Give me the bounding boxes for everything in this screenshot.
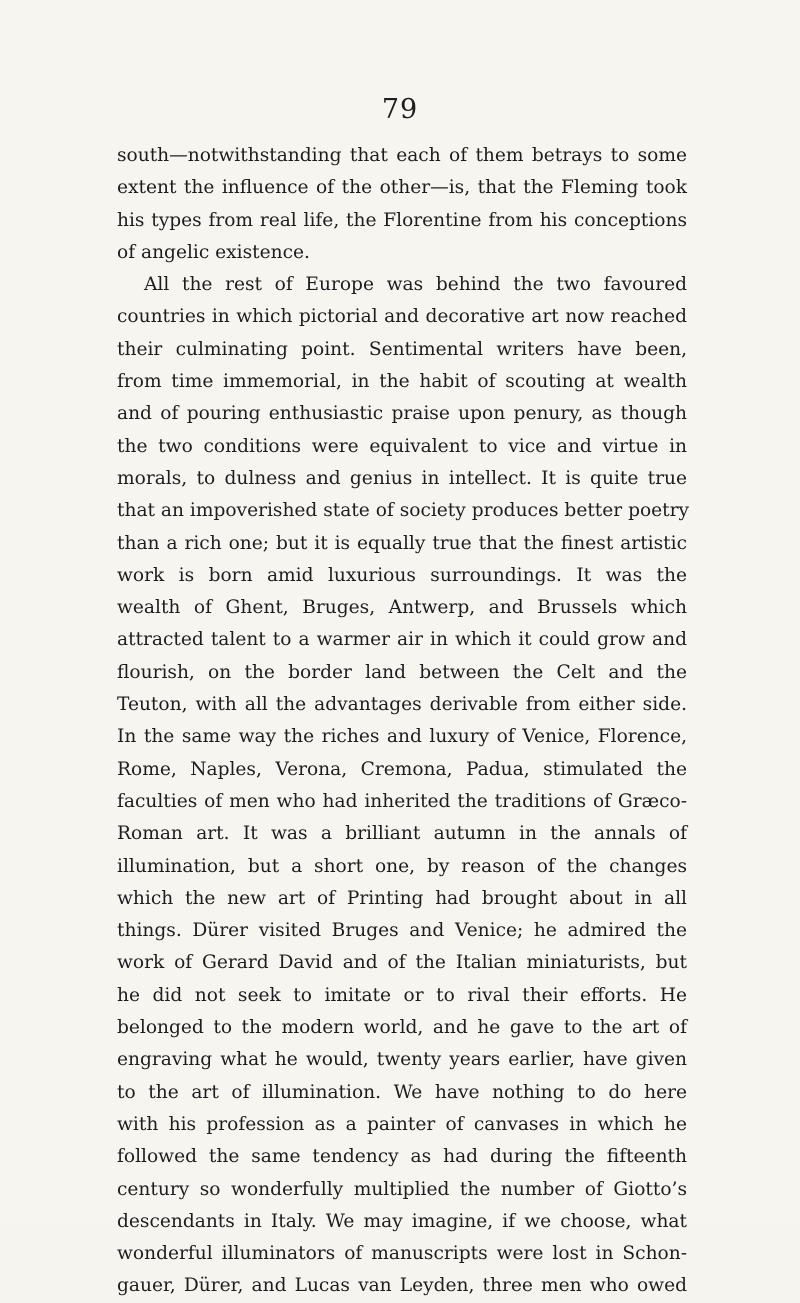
text-line: descendants in Italy. We may imagine, if we choose, what — [117, 1210, 687, 1232]
text-line: faculties of men who had inherited the traditions of Græco- — [117, 790, 687, 812]
text-line: wealth of Ghent, Bruges, Antwerp, and Brussels which — [117, 597, 687, 619]
paragraph — [117, 140, 687, 269]
text-line: that an impoverished state of society produces better poetry — [117, 500, 690, 522]
text-line: with his profession as a painter of canvases in which he — [117, 1113, 687, 1135]
text-line: and of pouring enthusiastic praise upon penury, as though — [117, 403, 687, 425]
text-line: work of Gerard David and of the Italian miniaturists, but — [117, 952, 687, 974]
text-line: In the same way the riches and luxury of Venice, Florence, — [117, 726, 687, 748]
text-line: followed the same tendency as had during the fifteenth — [117, 1146, 687, 1168]
text-line: of angelic existence. — [117, 241, 310, 263]
text-line: countries in which pictorial and decorative art now reached — [117, 306, 687, 328]
text-line: than a rich one; but it is equally true that the finest artistic — [117, 532, 687, 554]
body-text — [117, 140, 690, 1303]
text-line: things. Dürer visited Bruges and Venice; he admired the — [117, 920, 687, 942]
text-line: wonderful illuminators of manuscripts were lost in Schon- — [117, 1243, 687, 1265]
text-line: from time immemorial, in the habit of scouting at wealth — [117, 371, 687, 393]
text-line: the two conditions were equivalent to vice and virtue in — [117, 435, 687, 457]
text-line: illumination, but a short one, by reason of the changes — [117, 855, 687, 877]
text-line: work is born amid luxurious surroundings. It was the — [117, 564, 687, 586]
text-line: south—notwithstanding that each of them betrays to some — [117, 145, 687, 166]
paragraph — [117, 269, 690, 1303]
text-line: Rome, Naples, Verona, Cremona, Padua, stimulated the — [117, 758, 687, 780]
text-line: morals, to dulness and genius in intellect. It is quite true — [117, 467, 687, 489]
text-line: extent the influence of the other—is, that the Fleming took — [117, 177, 687, 199]
text-line: gauer, Dürer, and Lucas van Leyden, three men who owed — [117, 1275, 687, 1297]
text-line: flourish, on the border land between the Celt and the — [117, 661, 687, 683]
text-line: Roman art. It was a brilliant autumn in the annals of — [117, 823, 687, 845]
text-line: attracted talent to a warmer air in which it could grow and — [117, 629, 687, 651]
text-line: belonged to the modern world, and he gave to the art of — [117, 1017, 687, 1039]
text-line: he did not seek to imitate or to rival their efforts. He — [117, 984, 687, 1006]
text-line: to the art of illumination. We have nothing to do here — [117, 1081, 687, 1103]
text-line: century so wonderfully multiplied the number of Giotto’s — [117, 1178, 687, 1200]
text-line: engraving what he would, twenty years earlier, have given — [117, 1049, 687, 1071]
text-line: their culminating point. Sentimental writers have been, — [117, 338, 687, 360]
text-line: Teuton, with all the advantages derivable from either side. — [117, 694, 687, 716]
page-number: 79 — [381, 94, 419, 125]
text-line: which the new art of Printing had brought about in all — [117, 887, 687, 909]
text-line: his types from real life, the Florentine from his conceptions — [117, 209, 687, 231]
text-line: All the rest of Europe was behind the two favoured — [144, 274, 687, 296]
